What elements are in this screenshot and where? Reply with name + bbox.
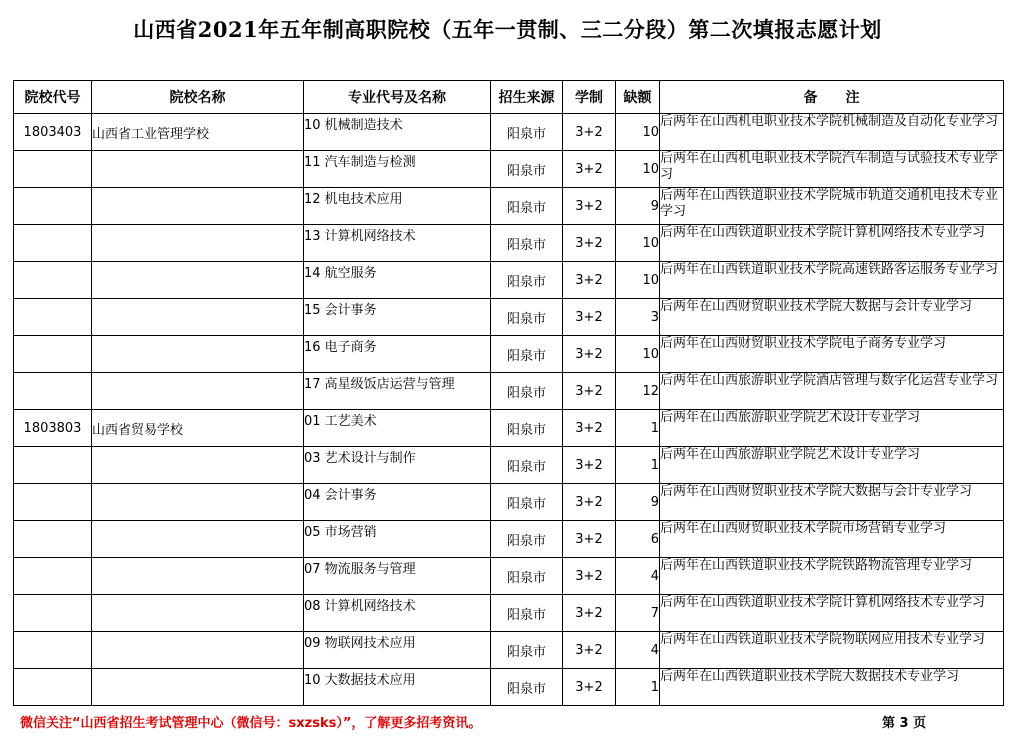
major-cell: 17 高星级饭店运营与管理 <box>304 373 491 410</box>
wechat-notice: 微信关注“山西省招生考试管理中心（微信号：sxzsks）”，了解更多招考资讯。 <box>20 716 482 731</box>
vacancy-cell: 10 <box>616 262 660 299</box>
school-code-cell <box>14 151 92 188</box>
vacancy-cell: 4 <box>616 632 660 669</box>
remark-cell: 后两年在山西铁道职业技术学院计算机网络技术专业学习 <box>660 225 1004 262</box>
school-name-cell <box>92 484 304 521</box>
school-code-cell <box>14 558 92 595</box>
school-name-cell <box>92 373 304 410</box>
table-row <box>14 336 1004 373</box>
remark-cell: 后两年在山西机电职业技术学院机械制造及自动化专业学习 <box>660 114 1004 151</box>
table-row <box>14 484 1004 521</box>
school-code-cell <box>14 447 92 484</box>
header-vacancy: 缺额 <box>616 81 660 114</box>
major-cell: 01 工艺美术 <box>304 410 491 447</box>
system-cell: 3+2 <box>563 151 616 188</box>
system-cell: 3+2 <box>563 225 616 262</box>
system-cell: 3+2 <box>563 521 616 558</box>
school-name-cell: 山西省贸易学校 <box>92 410 304 447</box>
school-name-cell <box>92 336 304 373</box>
table-row <box>14 373 1004 410</box>
source-cell: 阳泉市 <box>491 410 563 447</box>
system-cell: 3+2 <box>563 447 616 484</box>
source-cell: 阳泉市 <box>491 114 563 151</box>
table-row <box>14 151 1004 188</box>
remark-cell: 后两年在山西铁道职业技术学院城市轨道交通机电技术专业学习 <box>660 188 1004 225</box>
school-code-cell <box>14 373 92 410</box>
school-code-cell <box>14 225 92 262</box>
table-row <box>14 299 1004 336</box>
table-row <box>14 188 1004 225</box>
source-cell: 阳泉市 <box>491 669 563 706</box>
major-cell: 12 机电技术应用 <box>304 188 491 225</box>
header-remark: 备 注 <box>660 81 1004 114</box>
remark-cell: 后两年在山西铁道职业技术学院大数据技术专业学习 <box>660 669 1004 706</box>
table-row <box>14 632 1004 669</box>
system-cell: 3+2 <box>563 114 616 151</box>
table-row <box>14 595 1004 632</box>
header-system: 学制 <box>563 81 616 114</box>
table-row <box>14 410 1004 447</box>
school-name-cell <box>92 669 304 706</box>
source-cell: 阳泉市 <box>491 632 563 669</box>
vacancy-cell: 1 <box>616 410 660 447</box>
header-school-name: 院校名称 <box>92 81 304 114</box>
school-name-cell <box>92 225 304 262</box>
school-code-cell <box>14 484 92 521</box>
vacancy-cell: 12 <box>616 373 660 410</box>
source-cell: 阳泉市 <box>491 225 563 262</box>
remark-cell: 后两年在山西财贸职业技术学院大数据与会计专业学习 <box>660 299 1004 336</box>
header-school-code: 院校代号 <box>14 81 92 114</box>
school-code-cell <box>14 188 92 225</box>
vacancy-cell: 10 <box>616 225 660 262</box>
vacancy-cell: 10 <box>616 151 660 188</box>
vacancy-cell: 9 <box>616 484 660 521</box>
vacancy-cell: 1 <box>616 669 660 706</box>
table-row <box>14 262 1004 299</box>
school-name-cell: 山西省工业管理学校 <box>92 114 304 151</box>
major-cell: 07 物流服务与管理 <box>304 558 491 595</box>
remark-cell: 后两年在山西铁道职业技术学院高速铁路客运服务专业学习 <box>660 262 1004 299</box>
school-name-cell <box>92 558 304 595</box>
school-code-cell <box>14 595 92 632</box>
major-cell: 09 物联网技术应用 <box>304 632 491 669</box>
system-cell: 3+2 <box>563 188 616 225</box>
vacancy-cell: 9 <box>616 188 660 225</box>
major-cell: 08 计算机网络技术 <box>304 595 491 632</box>
school-code-cell <box>14 669 92 706</box>
system-cell: 3+2 <box>563 410 616 447</box>
school-code-cell <box>14 521 92 558</box>
system-cell: 3+2 <box>563 299 616 336</box>
school-code-cell: 1803403 <box>14 114 92 151</box>
header-source: 招生来源 <box>491 81 563 114</box>
table-row <box>14 447 1004 484</box>
school-name-cell <box>92 632 304 669</box>
vacancy-cell: 1 <box>616 447 660 484</box>
source-cell: 阳泉市 <box>491 151 563 188</box>
system-cell: 3+2 <box>563 262 616 299</box>
system-cell: 3+2 <box>563 595 616 632</box>
system-cell: 3+2 <box>563 336 616 373</box>
table-row <box>14 558 1004 595</box>
vacancy-cell: 4 <box>616 558 660 595</box>
source-cell: 阳泉市 <box>491 299 563 336</box>
header-major: 专业代号及名称 <box>304 81 491 114</box>
page-title: 山西省2021年五年制高职院校（五年一贯制、三二分段）第二次填报志愿计划 <box>133 17 882 42</box>
table-row <box>14 521 1004 558</box>
source-cell: 阳泉市 <box>491 484 563 521</box>
remark-cell: 后两年在山西财贸职业技术学院市场营销专业学习 <box>660 521 1004 558</box>
vacancy-cell: 7 <box>616 595 660 632</box>
remark-cell: 后两年在山西旅游职业学院艺术设计专业学习 <box>660 447 1004 484</box>
source-cell: 阳泉市 <box>491 595 563 632</box>
plan-table <box>13 80 1004 706</box>
school-name-cell <box>92 151 304 188</box>
remark-cell: 后两年在山西铁道职业技术学院铁路物流管理专业学习 <box>660 558 1004 595</box>
table-row <box>14 114 1004 151</box>
source-cell: 阳泉市 <box>491 336 563 373</box>
remark-cell: 后两年在山西旅游职业学院艺术设计专业学习 <box>660 410 1004 447</box>
system-cell: 3+2 <box>563 558 616 595</box>
vacancy-cell: 6 <box>616 521 660 558</box>
school-code-cell <box>14 262 92 299</box>
major-cell: 03 艺术设计与制作 <box>304 447 491 484</box>
school-code-cell <box>14 299 92 336</box>
source-cell: 阳泉市 <box>491 447 563 484</box>
remark-cell: 后两年在山西财贸职业技术学院大数据与会计专业学习 <box>660 484 1004 521</box>
source-cell: 阳泉市 <box>491 558 563 595</box>
major-cell: 05 市场营销 <box>304 521 491 558</box>
major-cell: 11 汽车制造与检测 <box>304 151 491 188</box>
vacancy-cell: 10 <box>616 114 660 151</box>
source-cell: 阳泉市 <box>491 521 563 558</box>
source-cell: 阳泉市 <box>491 373 563 410</box>
table-header-row <box>14 81 1004 114</box>
remark-cell: 后两年在山西机电职业技术学院汽车制造与试验技术专业学习 <box>660 151 1004 188</box>
system-cell: 3+2 <box>563 669 616 706</box>
major-cell: 10 机械制造技术 <box>304 114 491 151</box>
page-number: 第 3 页 <box>882 716 927 731</box>
major-cell: 16 电子商务 <box>304 336 491 373</box>
source-cell: 阳泉市 <box>491 188 563 225</box>
school-code-cell: 1803803 <box>14 410 92 447</box>
school-name-cell <box>92 595 304 632</box>
remark-cell: 后两年在山西铁道职业技术学院计算机网络技术专业学习 <box>660 595 1004 632</box>
school-name-cell <box>92 447 304 484</box>
major-cell: 10 大数据技术应用 <box>304 669 491 706</box>
major-cell: 14 航空服务 <box>304 262 491 299</box>
source-cell: 阳泉市 <box>491 262 563 299</box>
remark-cell: 后两年在山西财贸职业技术学院电子商务专业学习 <box>660 336 1004 373</box>
vacancy-cell: 10 <box>616 336 660 373</box>
remark-cell: 后两年在山西铁道职业技术学院物联网应用技术专业学习 <box>660 632 1004 669</box>
major-cell: 15 会计事务 <box>304 299 491 336</box>
table-row <box>14 225 1004 262</box>
vacancy-cell: 3 <box>616 299 660 336</box>
school-code-cell <box>14 632 92 669</box>
system-cell: 3+2 <box>563 632 616 669</box>
major-cell: 13 计算机网络技术 <box>304 225 491 262</box>
table-row <box>14 669 1004 706</box>
school-name-cell <box>92 299 304 336</box>
school-name-cell <box>92 521 304 558</box>
school-name-cell <box>92 262 304 299</box>
school-code-cell <box>14 336 92 373</box>
system-cell: 3+2 <box>563 484 616 521</box>
remark-cell: 后两年在山西旅游职业学院酒店管理与数字化运营专业学习 <box>660 373 1004 410</box>
system-cell: 3+2 <box>563 373 616 410</box>
major-cell: 04 会计事务 <box>304 484 491 521</box>
school-name-cell <box>92 188 304 225</box>
